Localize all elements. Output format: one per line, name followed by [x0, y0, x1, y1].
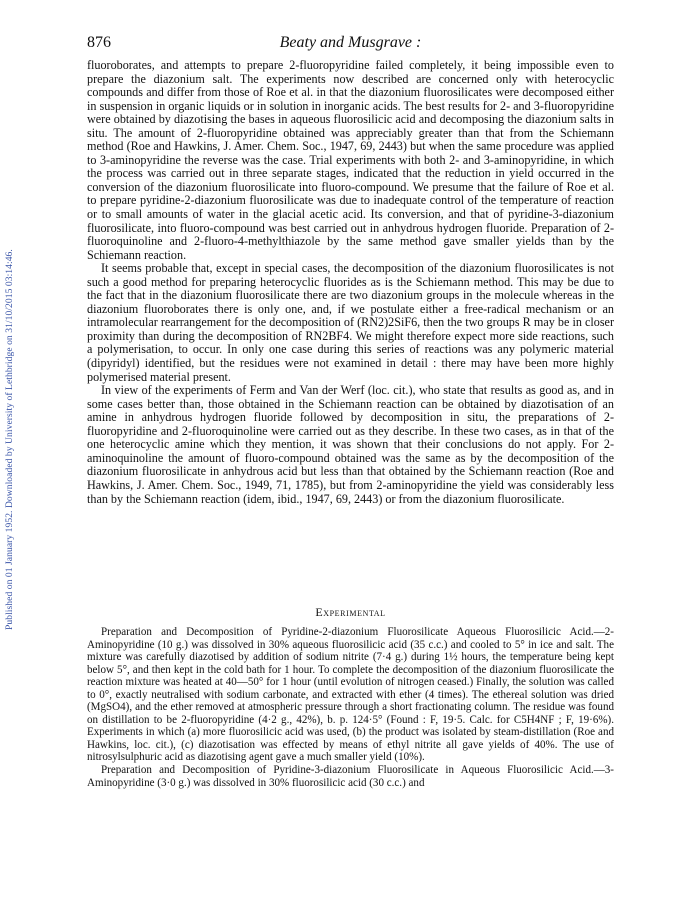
experimental-paragraph: Preparation and Decomposition of Pyridine-2-diazonium Fluorosilicate Aqueous Fluorosilicic Acid.—2-Aminopyridine (10 g.) was dissolved in 30% aqueous fluorosilicic acid (35 c.c.) and cooled to 5° in ice and salt. The mixture was carefully diazotised by addition of sodium nitrite (7·4 g.) during 1½ hours, the temperature being kept below 5°, and then kept in the cold bath for 1 hour. To complete the decomposition of the diazonium fluorosilicate the reaction mixture was heated at 40—50° for 1 hour (until evolution of nitrogen ceased.) Finally, the solution was called to 0°, exactly neutralised with sodium carbonate, and extracted with ether (4 times). The ethereal solution was dried (MgSO4), and the ether removed at atmospheric pressure through a short fractionating column. The residue was found on distillation to be 2-fluoropyridine (4·2 g., 42%), b. p. 124·5° (Found : F, 19·5. Calc. for C5H4NF ; F, 19·6%). Experiments in which (a) more fluorosilicic acid was used, (b) the product was isolated by steam-distillation (Roe and Hawkins, loc. cit.), (c) diazotisation was effected by means of ethyl nitrite all gave yields of 40%. The use of nitrosylsulphuric acid as diazotising agent gave a much smaller yield (10%). [87, 626, 614, 764]
page-number: 876 [87, 34, 111, 51]
experimental-heading: Experimental [315, 605, 386, 619]
experimental-text [87, 626, 614, 789]
main-text [87, 59, 614, 506]
running-title: Beaty and Musgrave : [279, 34, 422, 51]
paragraph: It seems probable that, except in special cases, the decomposition of the diazonium fluorosilicates is not such a good method for preparing heterocyclic fluorides as is the Schiemann method. This may be due to the fact that in the diazonium fluorosilicate there are two diazonium groups in the molecule whereas in the diazonium fluoroborates there is only one, and, if we postulate either a free-radical mechanism or an intramolecular rearrangement for the decomposition of (RN2)2SiF6, then the two groups R may be in closer proximity than during the decomposition of RN2BF4. We might therefore expect more side reactions, such a polymerisation, to occur. In only one case during this series of reactions was any polymeric material (dipyridyl) identified, but the residues were not examined in detail : there may have been more highly polymerised material present. [87, 261, 614, 384]
paragraph: fluoroborates, and attempts to prepare 2-fluoropyridine failed completely, it being impossible even to prepare the diazonium salt. The experiments now described are concerned only with heterocyclic compounds and differ from those of Roe et al. in that the diazonium fluorosilicates were decomposed either in suspension in organic liquids or in solution in inorganic acids. The best results for 2- and 3-fluoropyridine were obtained by diazotising the bases in aqueous fluorosilicic acid and decomposing the diazonium salts in situ. The amount of 2-fluoropyridine obtained was appreciably greater than that from the Schiemann method (Roe and Hawkins, J. Amer. Chem. Soc., 1947, 69, 2443) but when the same procedure was applied to 3-aminopyridine the reverse was the case. Trial experiments with both 2- and 3-aminopyridine, in which the process was carried out in three separate stages, indicated that the reduction in yield occurred in the conversion of the diazonium fluorosilicate into fluoro-compound. We presume that the failure of Roe et al. to prepare pyridine-2-diazonium fluorosilicate was due to inadequate control of the temperature of reaction or to small amounts of water in the glacial acetic acid. Its conversion, and that of pyridine-3-diazonium fluorosilicate, into fluoro-compound was best carried out in anhydrous hydrogen fluoride. Preparation of 2-fluoroquinoline and 2-fluoro-4-methylthiazole by the same method gave smaller yields than by the Schiemann reaction. [87, 58, 614, 262]
download-watermark-text: Published on 01 January 1952. Downloaded by University of Lethbridge on 31/10/2015 03:14:46. [4, 249, 15, 630]
paragraph: In view of the experiments of Ferm and Van der Werf (loc. cit.), who state that results as good as, and in some cases better than, those obtained in the Schiemann reaction can be obtained by diazotisation of an amine in anhydrous hydrogen fluoride followed by decomposition in situ, the preparations of 2-fluoropyridine and 2-fluoroquinoline were carried out as they describe. In these two cases, as in that of the one heterocyclic amine which they mention, it was shown that their conclusions do not apply. For 2-aminoquinoline the amount of fluoro-compound obtained was the same as by the decomposition of the diazonium fluorosilicate in anhydrous acid but less than that obtained by the Schiemann reaction (Roe and Hawkins, J. Amer. Chem. Soc., 1949, 71, 1785), but from 2-aminopyridine the yield was considerably less than by the Schiemann reaction (idem, ibid., 1947, 69, 2443) or from the diazonium fluorosilicate. [87, 383, 614, 506]
experimental-paragraph: Preparation and Decomposition of Pyridine-3-diazonium Fluorosilicate in Aqueous Fluorosilicic Acid.—3-Aminopyridine (3·0 g.) was dissolved in 30% fluorosilicic acid (30 c.c.) and [87, 764, 614, 789]
page-header [87, 34, 614, 56]
download-watermark [2, 130, 16, 630]
